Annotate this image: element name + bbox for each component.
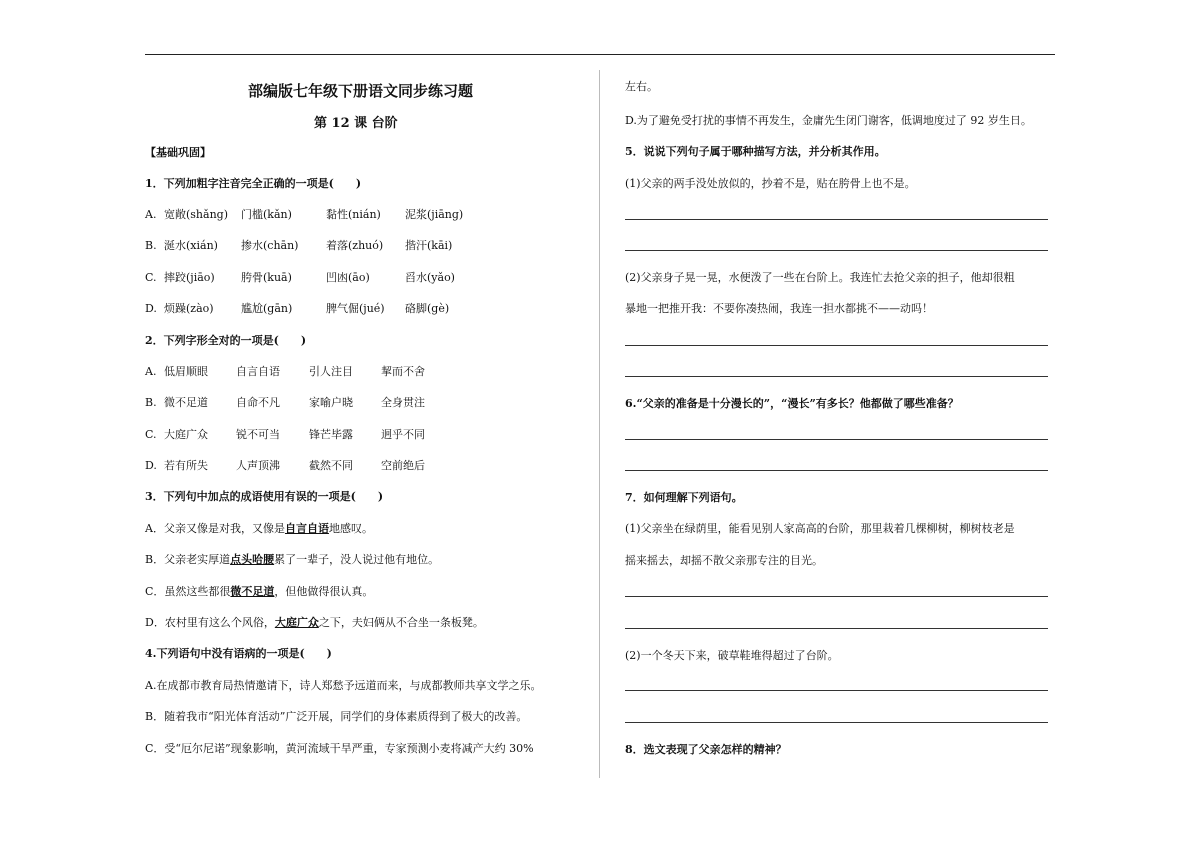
question-4-option-c: C．受“厄尔尼诺”现象影响，黄河流域干旱严重，专家预测小麦将减产大约 30% — [145, 742, 534, 755]
question-2-stem: 2．下列字形全对的一项是( ) — [145, 334, 307, 347]
option-cell: 自言自语 — [236, 365, 280, 378]
question-3-option-d — [145, 616, 484, 630]
option-cell: 家喻户晓 — [309, 396, 353, 409]
option-cell: 大庭广众 — [164, 428, 208, 441]
option-text: B．父亲老实厚道 — [145, 553, 231, 566]
question-3-stem: 3．下列句中加点的成语使用有误的一项是( ) — [145, 490, 384, 503]
emphasized-idiom: 点头哈腰 — [230, 553, 275, 566]
option-cell: 若有所失 — [164, 459, 208, 472]
option-text: A．父亲又像是对我，又像是 — [145, 522, 285, 535]
option-cell: 宽敞(shǎng) — [164, 208, 228, 221]
answer-line[interactable] — [625, 690, 1048, 691]
option-label: D. — [145, 302, 157, 315]
option-cell: 门槛(kǎn) — [241, 208, 292, 221]
question-7-sentence-2: (2)一个冬天下来，破草鞋堆得超过了台阶。 — [625, 649, 839, 662]
question-3-option-c — [145, 585, 373, 599]
section-heading: 【基础巩固】 — [145, 146, 211, 159]
lesson-title: 第 12 课 台阶 — [314, 116, 398, 131]
option-cell: 揩汗(kāi) — [405, 239, 453, 252]
question-5-stem: 5．说说下列句子属于哪种描写方法，并分析其作用。 — [625, 145, 886, 158]
option-text: ，但他做得很认真。 — [274, 585, 374, 598]
option-cell: 尴尬(gān) — [241, 302, 293, 315]
answer-line[interactable] — [625, 439, 1048, 440]
question-4-stem: 4.下列语句中没有语病的一项是( ) — [145, 647, 332, 660]
option-cell: 低眉顺眼 — [164, 365, 208, 378]
answer-line[interactable] — [625, 345, 1048, 346]
option-text: 地感叹。 — [328, 522, 373, 535]
option-cell: 引人注目 — [309, 365, 353, 378]
option-cell: 截然不同 — [309, 459, 353, 472]
option-label: B. — [145, 239, 157, 252]
question-5-sentence-2-line-1: (2)父亲身子晃一晃，水便泼了一些在台阶上。我连忙去抢父亲的担子，他却很粗 — [625, 271, 1015, 284]
option-cell: 锐不可当 — [236, 428, 280, 441]
option-cell: 着落(zhuó) — [326, 239, 384, 252]
option-cell: 人声顶沸 — [236, 459, 280, 472]
option-cell: 迥乎不同 — [381, 428, 425, 441]
question-3-option-b — [145, 553, 439, 567]
answer-line[interactable] — [625, 376, 1048, 377]
question-6-stem: 6.“父亲的准备是十分漫长的”，“漫长”有多长？他都做了哪些准备？ — [625, 397, 959, 410]
option-cell: 自命不凡 — [236, 396, 280, 409]
question-7-sentence-1-line-2: 摇来摇去，却摇不散父亲那专注的目光。 — [625, 554, 823, 567]
question-5-sentence-1: (1)父亲的两手没处放似的，抄着不是，贴在胯骨上也不是。 — [625, 177, 916, 190]
option-text: 之下，夫妇俩从不合坐一条板凳。 — [318, 616, 484, 629]
answer-line[interactable] — [625, 722, 1048, 723]
option-label: C. — [145, 271, 157, 284]
answer-line[interactable] — [625, 470, 1048, 471]
question-4-option-a: A.在成都市教育局热情邀请下，诗人郑愁予远道而来，与成都教师共享文学之乐。 — [145, 679, 542, 692]
option-cell: 硌脚(gè) — [405, 302, 450, 315]
option-cell: 烦躁(zào) — [164, 302, 214, 315]
question-8-stem: 8．选文表现了父亲怎样的精神？ — [625, 743, 787, 756]
option-cell: 舀水(yǎo) — [405, 271, 455, 284]
answer-line[interactable] — [625, 596, 1048, 597]
document-title: 部编版七年级下册语文同步练习题 — [248, 82, 474, 100]
option-cell: 泥浆(jiāng) — [405, 208, 464, 221]
option-cell: 凹凼(āo) — [326, 271, 370, 284]
option-label: A. — [145, 365, 157, 378]
option-cell: 锋芒毕露 — [309, 428, 353, 441]
question-7-stem: 7．如何理解下列语句。 — [625, 491, 743, 504]
emphasized-idiom: 自言自语 — [284, 522, 329, 535]
column-divider — [599, 70, 600, 778]
question-7-sentence-1-line-1: (1)父亲坐在绿荫里，能看见别人家高高的台阶，那里栽着几棵柳树，柳树枝老是 — [625, 522, 1015, 535]
option-text: 累了一辈子，没人说过他有地位。 — [274, 553, 440, 566]
answer-line[interactable] — [625, 250, 1048, 251]
option-cell: 黏性(nián) — [326, 208, 381, 221]
option-label: B. — [145, 396, 157, 409]
option-cell: 胯骨(kuā) — [241, 271, 292, 284]
top-rule — [145, 54, 1055, 55]
question-4-option-c-continued: 左右。 — [625, 80, 658, 93]
answer-line[interactable] — [625, 628, 1048, 629]
option-text: C．虽然这些都很 — [145, 585, 231, 598]
question-3-option-a — [145, 522, 373, 536]
option-label: C. — [145, 428, 157, 441]
option-cell: 摔跤(jiāo) — [164, 271, 215, 284]
question-4-option-d: D.为了避免受打扰的事情不再发生，金庸先生闭门谢客，低调地度过了 92 岁生日。 — [625, 114, 1032, 127]
option-cell: 脾气倔(jué) — [326, 302, 385, 315]
option-cell: 微不足道 — [164, 396, 208, 409]
question-4-option-b: B．随着我市“阳光体育活动”广泛开展，同学们的身体素质得到了极大的改善。 — [145, 710, 528, 723]
option-cell: 全身贯注 — [381, 396, 425, 409]
question-1-stem: 1．下列加粗字注音完全正确的一项是( ) — [145, 177, 362, 190]
option-cell: 涎水(xián) — [164, 239, 218, 252]
option-cell: 空前绝后 — [381, 459, 425, 472]
option-label: A. — [145, 208, 157, 221]
emphasized-idiom: 大庭广众 — [274, 616, 319, 629]
emphasized-idiom: 微不足道 — [230, 585, 275, 598]
answer-line[interactable] — [625, 219, 1048, 220]
option-cell: 挈而不舍 — [381, 365, 425, 378]
option-cell: 掺水(chān) — [241, 239, 299, 252]
option-text: D．农村里有这么个风俗， — [145, 616, 275, 629]
option-label: D. — [145, 459, 157, 472]
question-5-sentence-2-line-2: 暴地一把推开我：不要你凑热闹，我连一担水都挑不——动吗！ — [625, 302, 933, 315]
